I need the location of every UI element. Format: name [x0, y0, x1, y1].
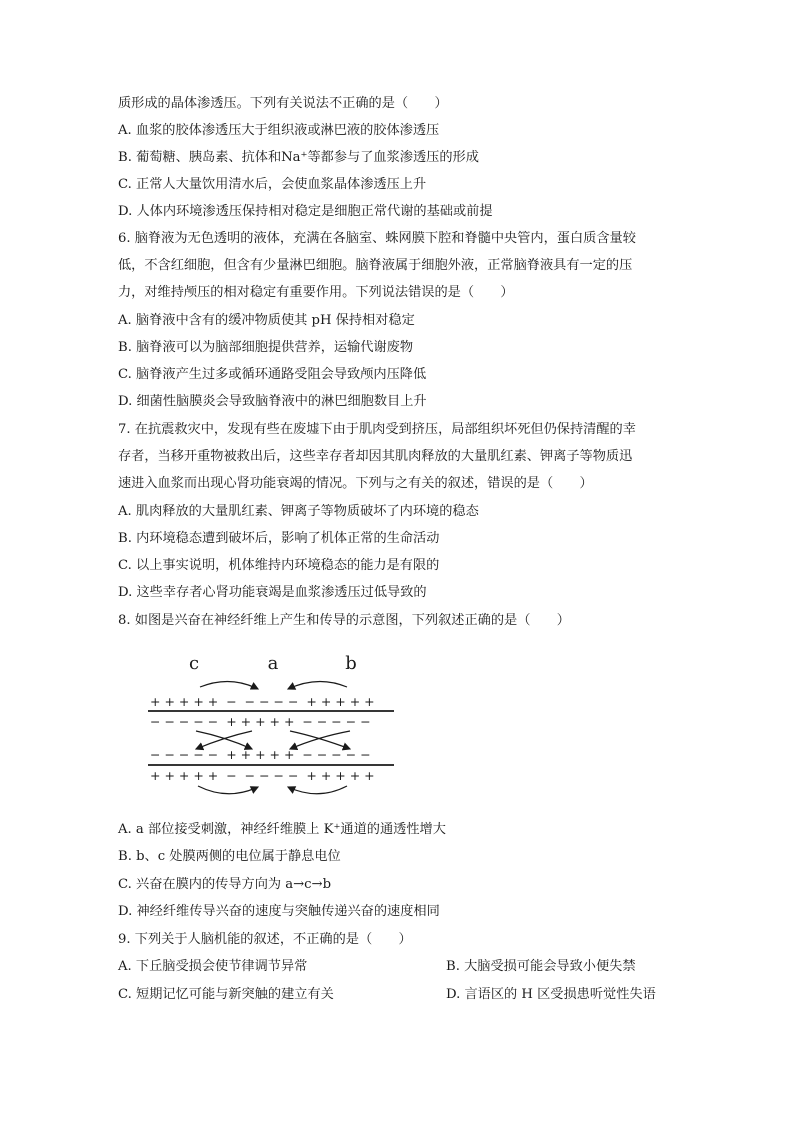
q5-stem: 质形成的晶体渗透压。下列有关说法不正确的是（ ）	[118, 96, 448, 111]
q7-option-d: D. 这些幸存者心肾功能衰竭是血浆渗透压过低导致的	[118, 585, 427, 600]
q7-stem-line-1: 7. 在抗震救灾中，发现有些在废墟下由于肌肉受到挤压，局部组织坏死但仍保持清醒的幸	[118, 422, 636, 437]
q9-options-row-1	[118, 957, 678, 977]
q5-option-b: B. 葡萄糖、胰岛素、抗体和Na⁺等都参与了血浆渗透压的形成	[118, 150, 479, 165]
label-c: c	[188, 653, 200, 674]
q7-option-c: C. 以上事实说明，机体维持内环境稳态的能力是有限的	[118, 558, 440, 573]
charge-row-inner-top: − − − − − + + + + + − − − − −	[150, 714, 371, 729]
q6-option-d: D. 细菌性脑膜炎会导致脑脊液中的淋巴细胞数目上升	[118, 394, 427, 409]
q6-option-a: A. 脑脊液中含有的缓冲物质使其 pH 保持相对稳定	[118, 313, 415, 328]
label-a: a	[267, 653, 279, 674]
arrow-bottom-right	[288, 786, 347, 794]
q6-option-b: B. 脑脊液可以为脑部细胞提供营养，运输代谢废物	[118, 340, 414, 355]
q6-stem-line-1: 6. 脑脊液为无色透明的液体，充满在各脑室、蛛网膜下腔和脊髓中央管内，蛋白质含量较	[118, 231, 636, 246]
q5-option-d: D. 人体内环境渗透压保持相对稳定是细胞正常代谢的基础或前提	[118, 204, 493, 219]
q7-stem-line-2: 存者，当移开重物被救出后，这些幸存者却因其肌肉释放的大量肌红素、钾离子等物质迅	[118, 449, 633, 464]
q7-option-b: B. 内环境稳态遭到破坏后，影响了机体正常的生命活动	[118, 531, 440, 546]
arrow-bottom-left	[198, 786, 258, 794]
q9-options-row-2	[118, 985, 678, 1005]
q7-stem-line-3: 速进入血浆而出现心肾功能衰竭的情况。下列与之有关的叙述，错误的是（ ）	[118, 476, 593, 491]
q9-option-a: A. 下丘脑受损会使节律调节异常	[118, 959, 308, 974]
q9-stem: 9. 下列关于人脑机能的叙述，不正确的是（ ）	[118, 932, 412, 947]
q6-stem-line-3: 力，对维持颅压的相对稳定有重要作用。下列说法错误的是（ ）	[118, 285, 514, 300]
q9-option-d: D. 言语区的 H 区受损患听觉性失语	[446, 987, 656, 1002]
nerve-fiber-diagram	[140, 645, 410, 805]
q8-option-d: D. 神经纤维传导兴奋的速度与突触传递兴奋的速度相同	[118, 904, 440, 919]
q6-option-c: C. 脑脊液产生过多或循环通路受阻会导致颅内压降低	[118, 367, 427, 382]
q6-stem-line-2: 低，不含红细胞，但含有少量淋巴细胞。脑脊液属于细胞外液，正常脑脊液具有一定的压	[118, 258, 633, 273]
q5-option-a: A. 血浆的胶体渗透压大于组织液或淋巴液的胶体渗透压	[118, 123, 440, 138]
q8-option-c: C. 兴奋在膜内的传导方向为 a→c→b	[118, 877, 332, 892]
charge-row-outer-top: + + + + + − − − − − + + + + +	[150, 694, 375, 709]
q7-option-a: A. 肌肉释放的大量肌红素、钾离子等物质破坏了内环境的稳态	[118, 504, 479, 519]
q5-option-c: C. 正常人大量饮用清水后，会使血浆晶体渗透压上升	[118, 177, 427, 192]
q8-stem: 8. 如图是兴奋在神经纤维上产生和传导的示意图，下列叙述正确的是（ ）	[118, 613, 570, 628]
q9-option-b: B. 大脑受损可能会导致小便失禁	[446, 959, 636, 974]
arrow-top-right	[288, 681, 347, 689]
charge-row-outer-bottom: + + + + + − − − − − + + + + +	[150, 768, 375, 783]
charge-row-inner-bottom: − − − − − + + + + + − − − − −	[150, 747, 371, 762]
q8-option-a: A. a 部位接受刺激，神经纤维膜上 K⁺通道的通透性增大	[118, 822, 446, 837]
q9-option-c: C. 短期记忆可能与新突触的建立有关	[118, 987, 334, 1002]
arrow-top-left	[200, 681, 258, 689]
q8-option-b: B. b、c 处膜两侧的电位属于静息电位	[118, 849, 341, 864]
label-b: b	[345, 653, 357, 674]
